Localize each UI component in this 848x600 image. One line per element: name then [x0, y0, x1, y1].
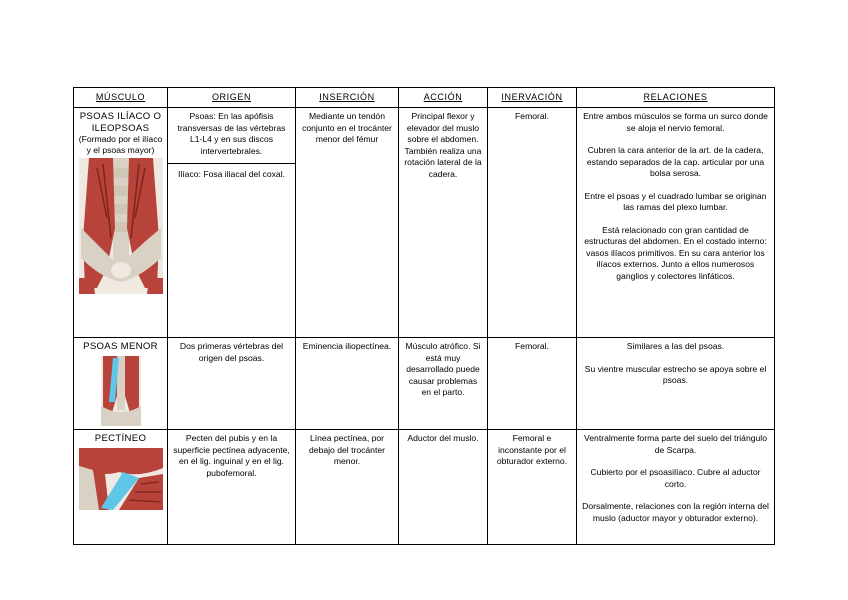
insertion-cell: Mediante un tendón conjunto en el trocánter menor del fémur: [296, 108, 399, 338]
psoas-menor-image: [101, 356, 141, 426]
table-row: [74, 430, 775, 545]
relations-cell: [577, 108, 775, 338]
relation-text: Dorsalmente, relaciones con la región interna del muslo (aductor mayor y obturador externo).: [582, 501, 769, 523]
header-relaciones: RELACIONES: [577, 88, 775, 108]
relation-text: Cubierto por el psoasilíaco. Cubre al aductor corto.: [590, 467, 761, 489]
relation-text: Cubren la cara anterior de la art. de la cadera, estando separados de la cap. articular por una bolsa serosa.: [586, 145, 765, 178]
origin-psoas: Psoas: En las apófisis transversas de las vértebras L1-L4 y en sus discos intervertebrales.: [168, 108, 295, 164]
relation-text: Ventralmente forma parte del suelo del triángulo de Scarpa.: [584, 433, 767, 455]
insertion-cell: Línea pectínea, por debajo del trocánter menor.: [296, 430, 399, 545]
relations-cell: [577, 338, 775, 430]
relations-cell: [577, 430, 775, 545]
origin-iliaco: Ilíaco: Fosa iliacal del coxal.: [178, 169, 285, 179]
muscle-name: PSOAS MENOR: [83, 341, 158, 352]
muscle-cell: [74, 338, 168, 430]
psoas-menor-illustration: [101, 356, 141, 426]
nerve-cell: Femoral e inconstante por el obturador externo.: [488, 430, 577, 545]
muscles-table: [73, 87, 775, 545]
origin-cell: Dos primeras vértebras del origen del psoas.: [168, 338, 296, 430]
action-cell: Aductor del muslo.: [399, 430, 488, 545]
relation-text: Similares a las del psoas.: [626, 341, 725, 351]
relation-text: Entre ambos músculos se forma un surco donde se aloja el nervio femoral.: [583, 111, 768, 133]
pectineo-image: [79, 448, 163, 510]
action-cell: Músculo atrófico. Si está muy desarrollado puede causar problemas en el parto.: [399, 338, 488, 430]
origin-cell: Pecten del pubis y en la superficie pectínea adyacente, en el lig. inguinal y en el lig. pubofemoral.: [168, 430, 296, 545]
muscle-note: (Formado por el ilíaco y el psoas mayor): [78, 134, 163, 155]
header-row: [74, 88, 775, 108]
nerve-cell: Femoral.: [488, 338, 577, 430]
pectineo-illustration: [79, 448, 163, 510]
header-inervacion: INERVACIÓN: [488, 88, 577, 108]
origin-cell: [168, 108, 296, 338]
insertion-cell: Eminencia iliopectínea.: [296, 338, 399, 430]
relation-text: Entre el psoas y el cuadrado lumbar se originan las ramas del plexo lumbar.: [584, 190, 767, 212]
header-origen: ORIGEN: [168, 88, 296, 108]
muscle-cell: [74, 108, 168, 338]
action-cell: Principal flexor y elevador del muslo sobre el abdomen. También realiza una rotación lateral de la cadera.: [399, 108, 488, 338]
header-insercion: INSERCIÓN: [296, 88, 399, 108]
table-row: [74, 338, 775, 430]
table-row: [74, 108, 775, 338]
nerve-cell: Femoral.: [488, 108, 577, 338]
iliopsoas-image: [79, 158, 163, 294]
relation-text: Su vientre muscular estrecho se apoya sobre el psoas.: [584, 363, 767, 385]
relation-text: Está relacionado con gran cantidad de estructuras del abdomen. En el costado interno: vasos ilíacos primitivos. En su cara anterior los ilíacos externos. Junto a ellos numerosos ganglios y colectores linfáticos.: [584, 224, 767, 281]
iliopsoas-illustration: [79, 158, 163, 294]
muscle-name: PSOAS ILÍACO O ILEOPSOAS: [79, 111, 162, 134]
header-musculo: MÚSCULO: [74, 88, 168, 108]
muscle-cell: [74, 430, 168, 545]
muscle-name: PECTÍNEO: [94, 433, 147, 444]
header-accion: ACCIÓN: [399, 88, 488, 108]
